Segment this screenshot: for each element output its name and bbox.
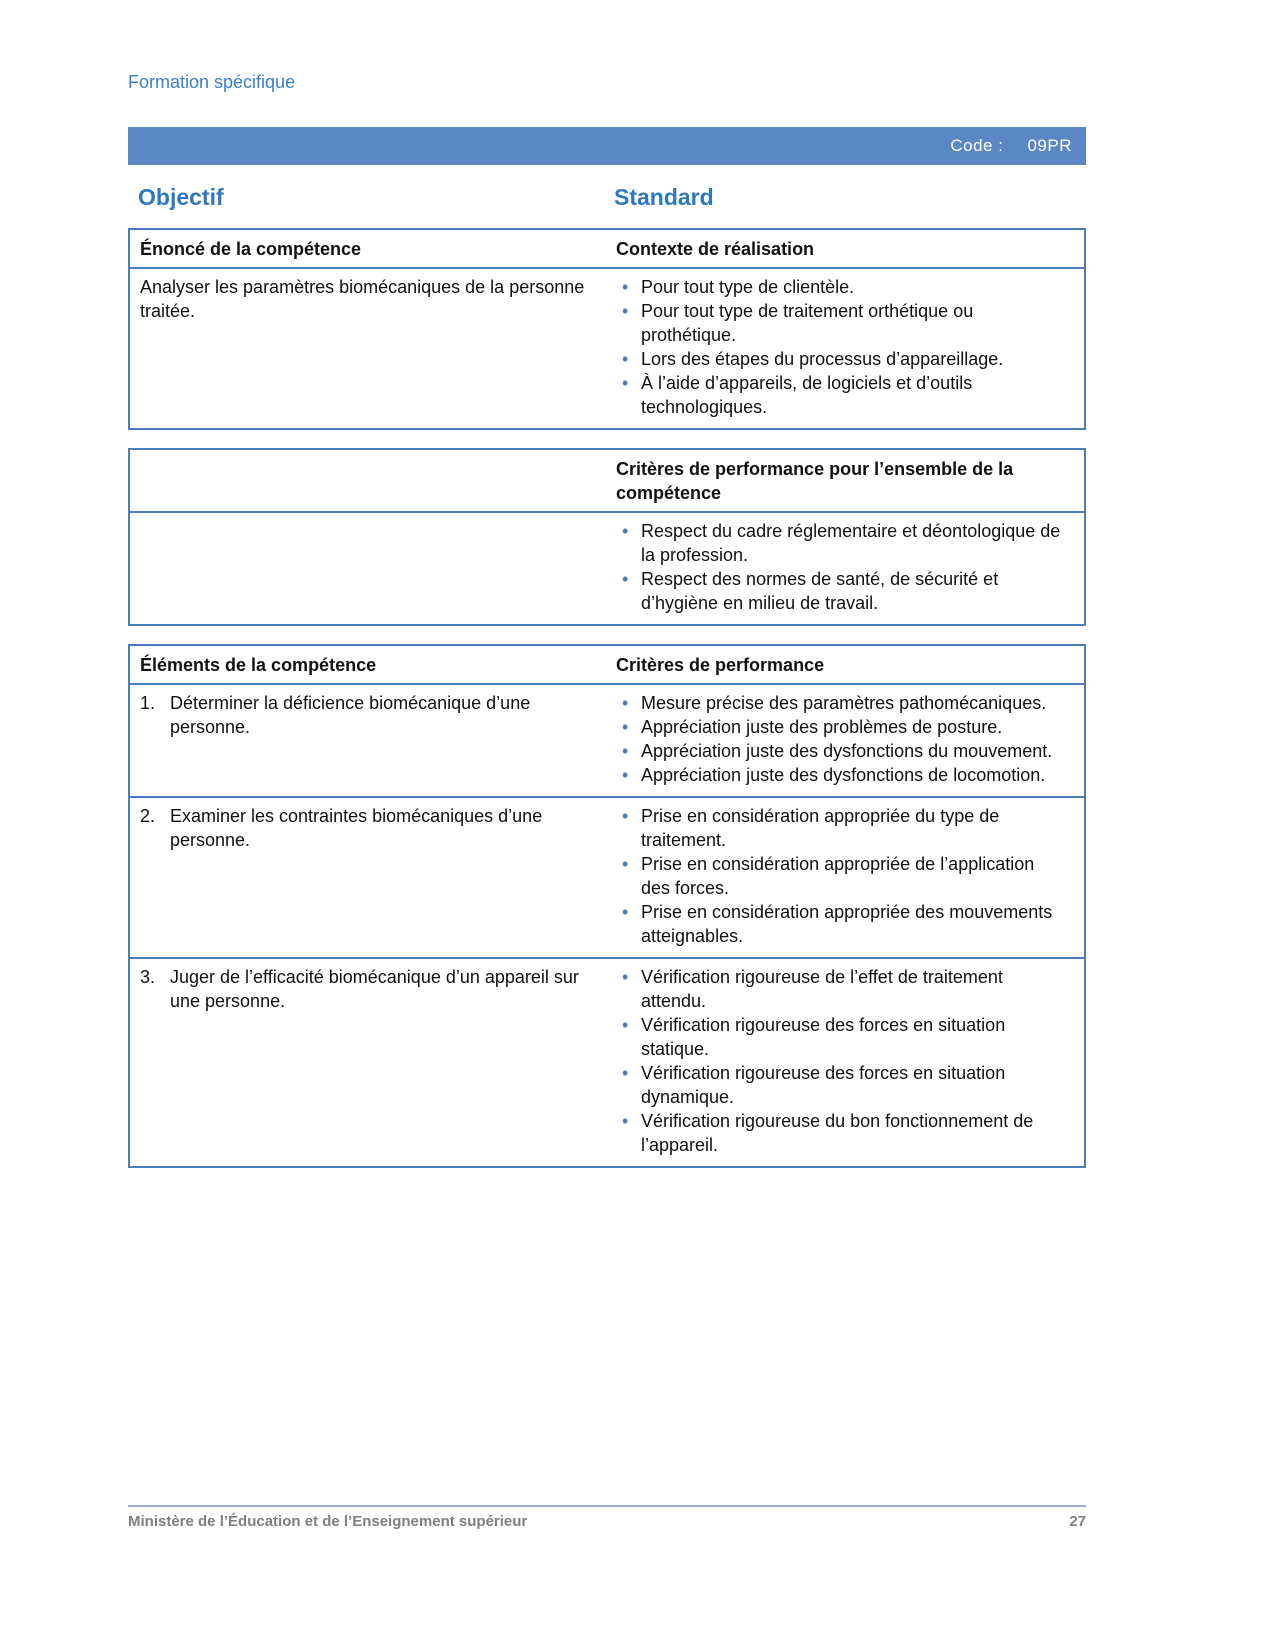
bullet-item xyxy=(616,371,1062,419)
bullet-text: Respect du cadre réglementaire et déontologique de la profession. xyxy=(641,521,1061,565)
bullet-item xyxy=(616,852,1062,900)
element-text: Examiner les contraintes biomécaniques d’une personne. xyxy=(170,806,543,850)
element-cell xyxy=(130,798,616,957)
bullet-text: Prise en considération appropriée de l’application des forces. xyxy=(641,854,1035,898)
table-criteres-ensemble xyxy=(128,448,1086,626)
bullet-text: Pour tout type de traitement orthétique ou prothétique. xyxy=(641,301,974,345)
page-content xyxy=(128,70,1086,1186)
empty-cell xyxy=(130,450,616,511)
bullet-list xyxy=(616,965,1062,1157)
element-row-3 xyxy=(130,959,1084,1166)
page-footer xyxy=(128,1505,1086,1532)
table-body-row xyxy=(130,269,1084,428)
numbered-item xyxy=(140,804,586,852)
column-titles xyxy=(128,182,1086,212)
bullet-text: Vérification rigoureuse des forces en situation statique. xyxy=(641,1015,1006,1059)
bullet-text: Prise en considération appropriée du type de traitement. xyxy=(641,806,1000,850)
bullet-icon: • xyxy=(622,806,629,826)
code-value: 09PR xyxy=(1027,136,1072,155)
bullet-text: Vérification rigoureuse du bon fonctionnement de l’appareil. xyxy=(641,1111,1034,1155)
bullet-item xyxy=(616,739,1062,763)
bullet-icon: • xyxy=(622,569,629,589)
criteres-cell xyxy=(616,685,1084,796)
bullet-list xyxy=(616,804,1062,948)
bullet-icon: • xyxy=(622,967,629,987)
bullet-text: Lors des étapes du processus d’appareillage. xyxy=(641,349,1004,369)
bullet-item xyxy=(616,1109,1062,1157)
bullet-item xyxy=(616,1061,1062,1109)
bullet-text: Respect des normes de santé, de sécurité et d’hygiène en milieu de travail. xyxy=(641,569,999,613)
bullet-text: Pour tout type de clientèle. xyxy=(641,277,855,297)
bullet-item xyxy=(616,715,1062,739)
bullet-item xyxy=(616,519,1062,567)
criteres-cell xyxy=(616,798,1084,957)
bullet-icon: • xyxy=(622,277,629,297)
bullet-icon: • xyxy=(622,693,629,713)
enonce-header: Énoncé de la compétence xyxy=(140,239,362,259)
table-header-row xyxy=(130,450,1084,513)
elements-header: Éléments de la compétence xyxy=(140,655,377,675)
bullet-item xyxy=(616,347,1062,371)
bullet-text: Appréciation juste des dysfonctions de locomotion. xyxy=(641,765,1046,785)
table-header-row xyxy=(130,646,1084,685)
table-enonce-contexte xyxy=(128,228,1086,430)
objectif-heading: Objectif xyxy=(138,184,224,210)
table-elements-criteres xyxy=(128,644,1086,1168)
element-text: Juger de l’efficacité biomécanique d’un appareil sur une personne. xyxy=(170,967,579,1011)
bullet-list xyxy=(616,691,1062,787)
contexte-header: Contexte de réalisation xyxy=(616,239,815,259)
element-number: 3. xyxy=(140,967,156,987)
bullet-icon: • xyxy=(622,854,629,874)
bullet-icon: • xyxy=(622,301,629,321)
bullet-item xyxy=(616,804,1062,852)
element-cell xyxy=(130,685,616,796)
bullet-icon: • xyxy=(622,717,629,737)
bullet-icon: • xyxy=(622,1111,629,1131)
bullet-item xyxy=(616,900,1062,948)
running-header: Formation spécifique xyxy=(128,72,296,92)
element-text: Déterminer la déficience biomécanique d’une personne. xyxy=(170,693,531,737)
bullet-item xyxy=(616,763,1062,787)
table-body-row xyxy=(130,513,1084,624)
bullet-text: Prise en considération appropriée des mouvements atteignables. xyxy=(641,902,1053,946)
numbered-item xyxy=(140,691,586,739)
bullet-icon: • xyxy=(622,1063,629,1083)
bullet-item xyxy=(616,275,1062,299)
bullet-text: À l’aide d’appareils, de logiciels et d’outils technologiques. xyxy=(641,373,973,417)
bullet-text: Appréciation juste des problèmes de posture. xyxy=(641,717,1003,737)
table-header-row xyxy=(130,230,1084,269)
element-number: 1. xyxy=(140,693,156,713)
element-cell xyxy=(130,959,616,1166)
bullet-item xyxy=(616,965,1062,1013)
bullet-icon: • xyxy=(622,765,629,785)
footer-page-number: 27 xyxy=(1069,1513,1086,1530)
standard-heading: Standard xyxy=(614,184,714,210)
bullet-text: Mesure précise des paramètres pathomécaniques. xyxy=(641,693,1047,713)
criteres-cell xyxy=(616,959,1084,1166)
criteres-ensemble-header: Critères de performance pour l’ensemble de la compétence xyxy=(616,459,1014,503)
bullet-text: Vérification rigoureuse de l’effet de traitement attendu. xyxy=(641,967,1003,1011)
bullet-text: Appréciation juste des dysfonctions du mouvement. xyxy=(641,741,1053,761)
bullet-icon: • xyxy=(622,741,629,761)
bullet-item xyxy=(616,691,1062,715)
element-row-1 xyxy=(130,685,1084,798)
element-number: 2. xyxy=(140,806,156,826)
numbered-item xyxy=(140,965,586,1013)
bullet-item xyxy=(616,567,1062,615)
code-banner xyxy=(128,127,1086,165)
empty-cell xyxy=(130,513,616,624)
bullet-icon: • xyxy=(622,1015,629,1035)
criteres-header: Critères de performance xyxy=(616,655,825,675)
bullet-item xyxy=(616,299,1062,347)
criteres-ensemble-cell xyxy=(616,513,1084,624)
element-row-2 xyxy=(130,798,1084,959)
bullet-icon: • xyxy=(622,373,629,393)
bullet-icon: • xyxy=(622,521,629,541)
bullet-icon: • xyxy=(622,902,629,922)
bullet-item xyxy=(616,1013,1062,1061)
code-label: Code : xyxy=(950,136,1004,155)
bullet-icon: • xyxy=(622,349,629,369)
bullet-list xyxy=(616,519,1062,615)
footer-ministry: Ministère de l’Éducation et de l’Enseignement supérieur xyxy=(128,1513,528,1530)
contexte-cell xyxy=(616,269,1084,428)
bullet-text: Vérification rigoureuse des forces en situation dynamique. xyxy=(641,1063,1006,1107)
bullet-list xyxy=(616,275,1062,419)
enonce-text: Analyser les paramètres biomécaniques de la personne traitée. xyxy=(140,277,585,321)
